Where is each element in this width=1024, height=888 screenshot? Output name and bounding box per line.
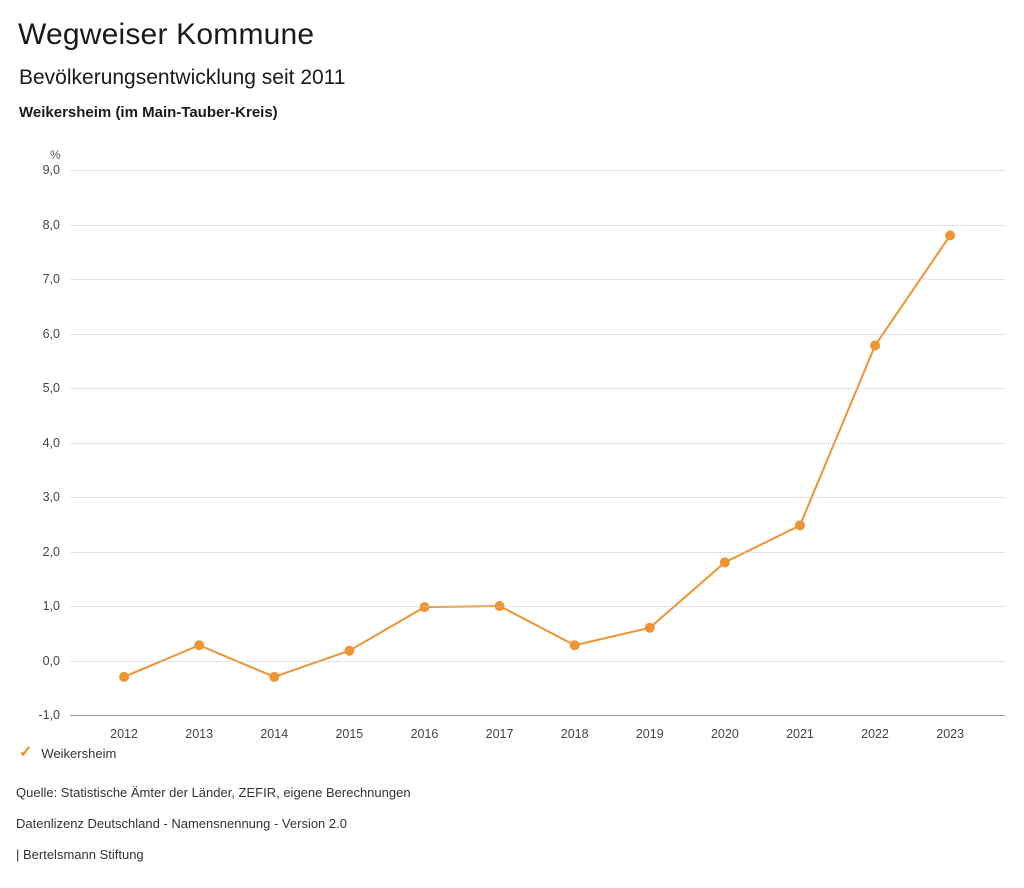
y-gridline bbox=[70, 715, 1005, 716]
footer-source: Quelle: Statistische Ämter der Länder, ZEFIR, eigene Berechnungen bbox=[16, 785, 411, 800]
y-axis-tick-label: 5,0 bbox=[42, 381, 60, 395]
y-axis-tick-label: 2,0 bbox=[42, 544, 60, 559]
y-axis-tick-label: 1,0 bbox=[42, 599, 60, 613]
chart-container bbox=[0, 140, 1024, 740]
y-axis-tick-label: 8,0 bbox=[42, 217, 60, 232]
x-axis-tick-label: 2017 bbox=[485, 727, 514, 741]
footer-license: Datenlizenz Deutschland - Namensnennung - Version 2.0 bbox=[16, 816, 347, 831]
series-data-point[interactable] bbox=[194, 640, 204, 650]
plot-area bbox=[38, 163, 1005, 741]
series-data-point[interactable] bbox=[570, 640, 580, 650]
series-data-point[interactable] bbox=[645, 623, 655, 633]
x-axis-tick-label: 2015 bbox=[335, 727, 364, 741]
y-axis-tick-label: 4,0 bbox=[42, 435, 60, 450]
y-axis-tick-label: 3,0 bbox=[42, 490, 60, 504]
y-axis-tick-label: -1,0 bbox=[38, 708, 60, 722]
series-data-point[interactable] bbox=[119, 672, 129, 682]
series-data-point[interactable] bbox=[945, 230, 955, 240]
x-axis-tick-label: 2014 bbox=[260, 727, 289, 741]
y-gridline bbox=[70, 279, 1005, 280]
series-data-point[interactable] bbox=[870, 340, 880, 350]
region-label: Weikersheim (im Main-Tauber-Kreis) bbox=[19, 104, 278, 121]
y-axis-tick-label: 6,0 bbox=[42, 326, 60, 341]
y-gridline bbox=[70, 661, 1005, 662]
series-data-point[interactable] bbox=[795, 520, 805, 530]
legend-item-label: Weikersheim bbox=[41, 745, 117, 761]
series-data-point[interactable] bbox=[720, 557, 730, 567]
series-data-point[interactable] bbox=[344, 646, 354, 656]
y-gridline bbox=[70, 388, 1005, 389]
y-gridline bbox=[70, 497, 1005, 498]
series-data-point[interactable] bbox=[419, 602, 429, 612]
x-axis-tick-label: 2016 bbox=[410, 727, 439, 741]
x-axis-tick-label: 2012 bbox=[110, 727, 138, 741]
y-gridline bbox=[70, 334, 1005, 335]
y-gridline bbox=[70, 552, 1005, 553]
y-axis-tick-label: 0,0 bbox=[42, 653, 60, 668]
y-axis-unit: % bbox=[50, 148, 61, 162]
y-gridline bbox=[70, 225, 1005, 226]
x-axis-tick-label: 2018 bbox=[560, 727, 589, 741]
chart-legend[interactable] bbox=[19, 745, 116, 761]
footer bbox=[16, 785, 996, 862]
series-data-point[interactable] bbox=[269, 672, 279, 682]
check-icon: ✓ bbox=[19, 744, 33, 761]
footer-publisher: | Bertelsmann Stiftung bbox=[16, 847, 144, 862]
y-axis-tick-label: 9,0 bbox=[42, 163, 60, 177]
x-axis-tick-label: 2021 bbox=[786, 727, 814, 741]
x-axis-tick-label: 2020 bbox=[710, 727, 739, 741]
page-title: Wegweiser Kommune bbox=[18, 18, 315, 51]
y-gridline bbox=[70, 606, 1005, 607]
y-gridline bbox=[70, 170, 1005, 171]
x-axis-tick-label: 2022 bbox=[861, 727, 889, 741]
x-axis-tick-label: 2023 bbox=[936, 727, 965, 741]
x-axis-tick-label: 2019 bbox=[635, 727, 664, 741]
series-line bbox=[124, 235, 950, 676]
x-axis-tick-label: 2013 bbox=[185, 727, 214, 741]
y-axis-tick-label: 7,0 bbox=[42, 272, 60, 286]
chart-subtitle: Bevölkerungsentwicklung seit 2011 bbox=[19, 66, 346, 89]
y-gridline bbox=[70, 443, 1005, 444]
